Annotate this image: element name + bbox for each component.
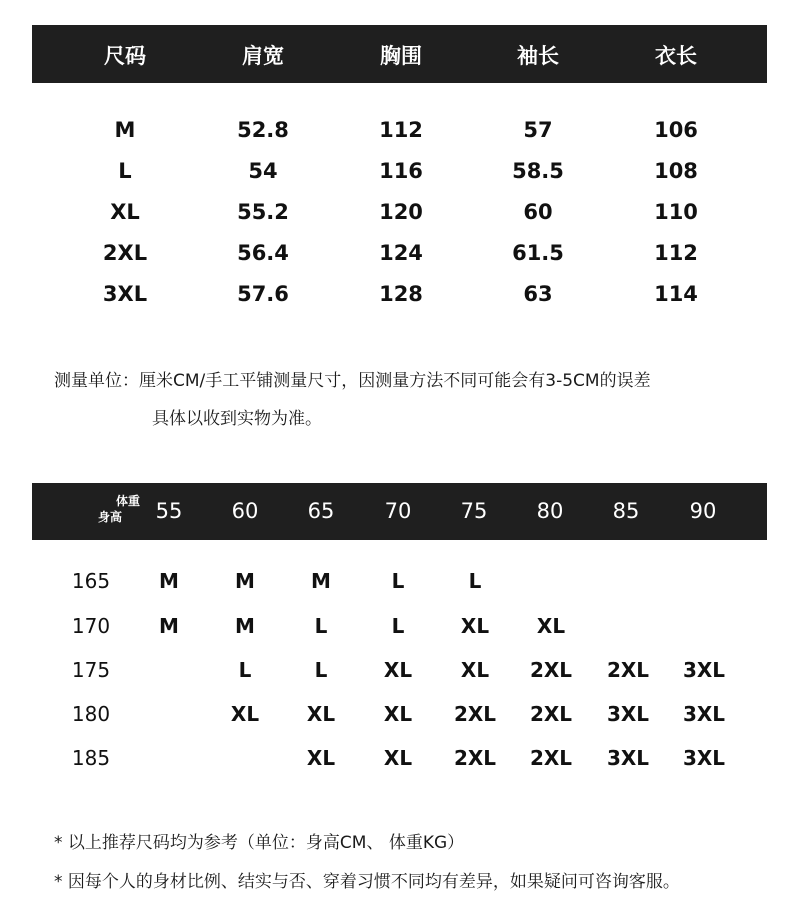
recommended-size-cell: XL xyxy=(383,702,413,726)
size-value-cell: 57 xyxy=(523,118,553,142)
weight-header: 65 xyxy=(307,499,335,523)
size-value-cell: 55.2 xyxy=(237,200,289,224)
recommended-size-cell: L xyxy=(238,658,252,682)
header-shoulder: 肩宽 xyxy=(242,44,284,68)
recommended-size-cell: XL xyxy=(306,702,336,726)
recommended-size-cell: 3XL xyxy=(606,702,650,726)
recommended-size-cell: L xyxy=(391,569,405,593)
recommended-size-cell: XL xyxy=(383,658,413,682)
header-size: 尺码 xyxy=(104,44,146,68)
recommended-size-cell: 2XL xyxy=(453,746,497,770)
height-label-cell: 185 xyxy=(71,746,111,770)
weight-header: 70 xyxy=(384,499,412,523)
recommended-size-cell: 2XL xyxy=(606,658,650,682)
size-value-cell: 63 xyxy=(523,282,553,306)
size-value-cell: 114 xyxy=(654,282,698,306)
size-label-cell: 2XL xyxy=(102,241,148,265)
size-value-cell: 112 xyxy=(654,241,698,265)
recommended-size-cell: 3XL xyxy=(682,658,726,682)
height-label-cell: 180 xyxy=(71,702,111,726)
weight-header: 80 xyxy=(536,499,564,523)
recommended-size-cell: XL xyxy=(460,658,490,682)
height-label-cell: 170 xyxy=(71,614,111,638)
recommended-size-cell: XL xyxy=(383,746,413,770)
header-length: 衣长 xyxy=(655,44,697,68)
header-chest: 胸围 xyxy=(380,44,422,68)
size-value-cell: 116 xyxy=(379,159,423,183)
size-table-header xyxy=(32,25,767,83)
size-value-cell: 112 xyxy=(379,118,423,142)
recommended-size-cell: M xyxy=(235,614,255,638)
weight-header: 60 xyxy=(231,499,259,523)
size-label-cell: L xyxy=(118,159,132,183)
size-value-cell: 56.4 xyxy=(237,241,289,265)
size-value-cell: 57.6 xyxy=(237,282,289,306)
size-value-cell: 60 xyxy=(523,200,553,224)
recommended-size-cell: M xyxy=(235,569,255,593)
size-value-cell: 124 xyxy=(379,241,423,265)
corner-weight: 体重 xyxy=(116,494,141,508)
size-label-cell: M xyxy=(114,118,136,142)
recommended-size-cell: 2XL xyxy=(529,746,573,770)
measure-note-line1: 测量单位：厘米CM/手工平铺测量尺寸，因测量方法不同可能会有3-5CM的误差 xyxy=(54,371,651,391)
recommended-size-cell: L xyxy=(391,614,405,638)
recommend-table-header xyxy=(32,483,767,540)
size-label-cell: XL xyxy=(110,200,140,224)
footnote-reference: * 以上推荐尺码均为参考（单位：身高CM、 体重KG） xyxy=(54,833,465,853)
recommended-size-cell: 3XL xyxy=(682,746,726,770)
weight-header: 75 xyxy=(460,499,488,523)
size-value-cell: 106 xyxy=(654,118,698,142)
header-sleeve: 袖长 xyxy=(517,44,559,68)
corner-label xyxy=(92,493,141,525)
size-value-cell: 110 xyxy=(654,200,698,224)
measure-note-line2: 具体以收到实物为准。 xyxy=(152,409,322,429)
size-value-cell: 54 xyxy=(248,159,278,183)
size-value-cell: 128 xyxy=(379,282,423,306)
weight-header: 55 xyxy=(155,499,183,523)
recommended-size-cell: L xyxy=(314,658,328,682)
recommended-size-cell: M xyxy=(311,569,331,593)
height-label-cell: 165 xyxy=(71,569,111,593)
recommended-size-cell: 3XL xyxy=(606,746,650,770)
recommended-size-cell: 2XL xyxy=(529,658,573,682)
weight-header: 85 xyxy=(612,499,640,523)
size-value-cell: 108 xyxy=(654,159,698,183)
size-value-cell: 58.5 xyxy=(512,159,564,183)
size-label-cell: 3XL xyxy=(102,282,148,306)
recommended-size-cell: 2XL xyxy=(529,702,573,726)
recommended-size-cell: L xyxy=(314,614,328,638)
recommended-size-cell: L xyxy=(468,569,482,593)
recommended-size-cell: XL xyxy=(306,746,336,770)
recommended-size-cell: 3XL xyxy=(682,702,726,726)
height-label-cell: 175 xyxy=(71,658,111,682)
corner-height: 身高 xyxy=(98,510,123,524)
size-value-cell: 52.8 xyxy=(237,118,289,142)
weight-header: 90 xyxy=(689,499,717,523)
size-value-cell: 120 xyxy=(379,200,423,224)
recommended-size-cell: XL xyxy=(460,614,490,638)
size-value-cell: 61.5 xyxy=(512,241,564,265)
recommended-size-cell: 2XL xyxy=(453,702,497,726)
recommended-size-cell: M xyxy=(159,569,179,593)
recommended-size-cell: XL xyxy=(230,702,260,726)
footnote-variance: * 因每个人的身材比例、结实与否、穿着习惯不同均有差异，如果疑问可咨询客服。 xyxy=(54,872,680,892)
recommended-size-cell: M xyxy=(159,614,179,638)
recommended-size-cell: XL xyxy=(536,614,566,638)
